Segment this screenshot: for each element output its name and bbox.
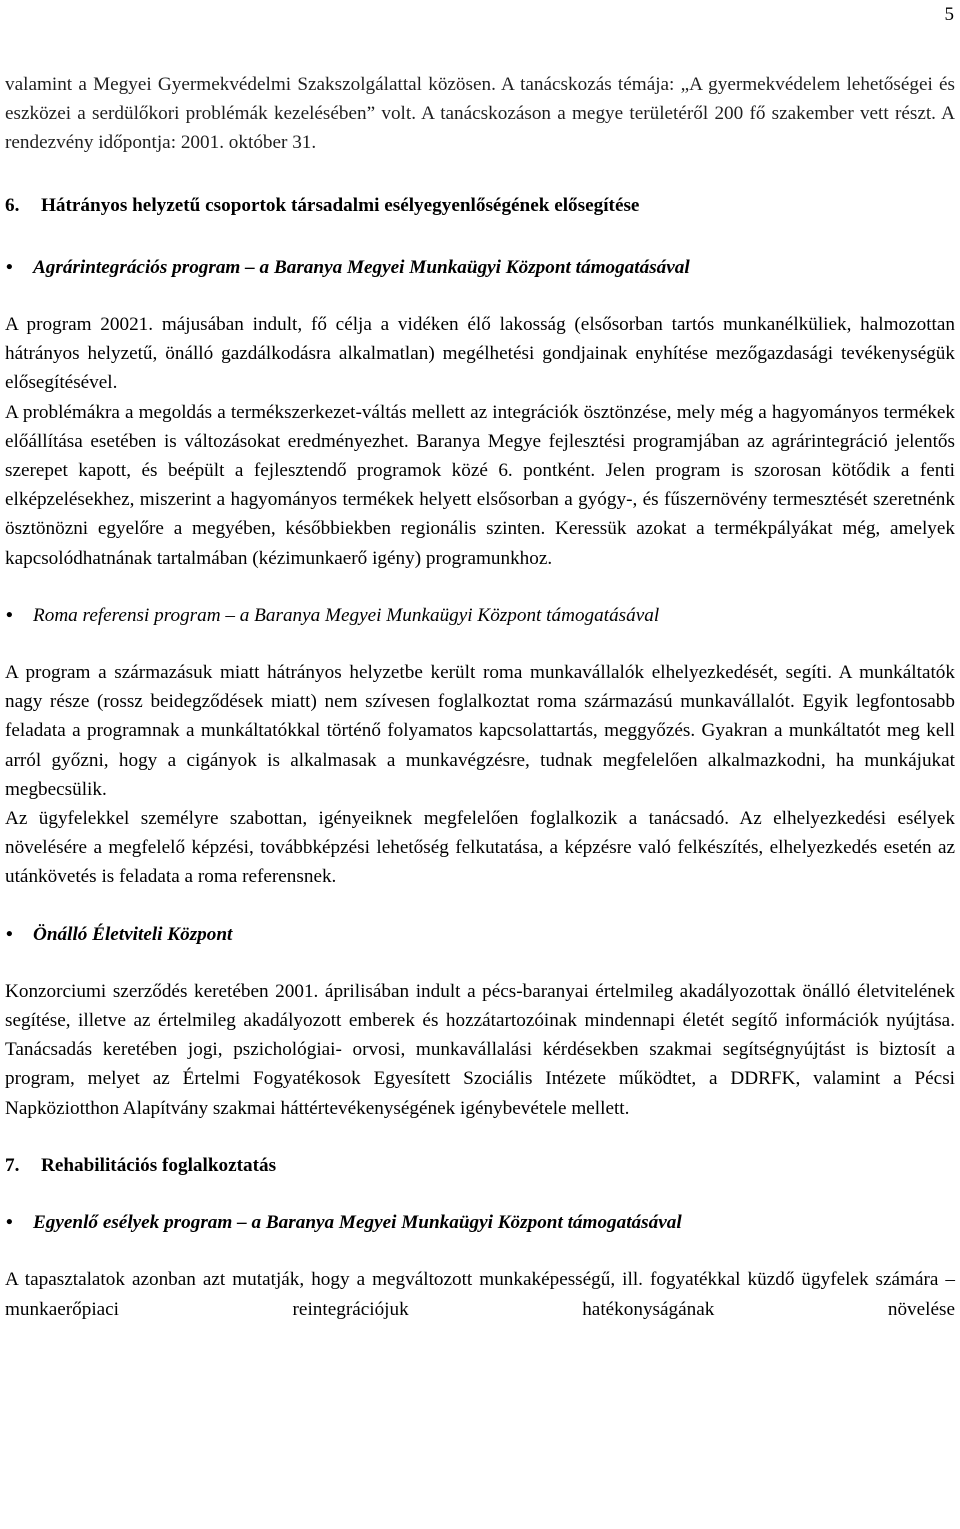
page-number: 5 <box>944 4 954 25</box>
bullet-icon: • <box>6 1212 13 1234</box>
bullet-agrarintegracio <box>5 253 955 282</box>
document-body <box>5 70 955 1324</box>
section-number: 7. <box>5 1154 20 1176</box>
section-number: 6. <box>5 194 20 216</box>
paragraph-roma-clients: Az ügyfelekkel személyre szabottan, igényeiknek megfelelően foglalkozik a tanácsadó. Az elhelyezkedési esélyek növelésére a megfelelő képzési, továbbképzési lehetőség felkutatása, a képzésre való felkészítés, elhelyezkedés esetén az utánkövetés is feladata a roma referensnek. <box>5 808 955 888</box>
bullet-icon: • <box>6 604 13 626</box>
paragraph-konzorcium: Konzorciumi szerződés keretében 2001. áprilisában indult a pécs-baranyai értelmileg akadályozottak önálló életvitelének segítése, illetve az értelmileg akadályozott emberek és hozzátartozóinak mindennapi életét segítő információk nyújtása. Tanácsadás keretében jogi, pszichológiai- orvosi, munkavállalási kérdésekben szakmai segítségnyújtást is biztosít a program, melyet az Értelmi Fogyatékosok Egyesített Szociális Intézete működtet, a DDRFK, valamint a Pécsi Napköziotthon Alapítvány szakmai háttértevékenységének igénybevétele mellett. <box>5 980 955 1119</box>
bullet-text: Önálló Életviteli Központ <box>33 923 233 945</box>
paragraph-conference: valamint a Megyei Gyermekvédelmi Szakszolgálattal közösen. A tanácskozás témája: „A gyermekvédelem lehetőségei és eszközei a serdülőkori problémák kezelésében” volt. A tanácskozáson a megye területéről 200 fő szakember vett részt. A rendezvény időpontja: 2001. október 31. <box>5 74 955 154</box>
paragraph-tapasztalatok: A tapasztalatok azonban azt mutatják, hogy a megváltozott munkaképességű, ill. fogyatékkal küzdő ügyfelek számára – munkaerőpiaci reintegrációjuk hatékonyságának növelése <box>5 1269 955 1320</box>
section-heading-6 <box>5 191 955 220</box>
section-heading-7 <box>5 1151 955 1180</box>
section-title: Rehabilitációs foglalkoztatás <box>41 1154 277 1176</box>
bullet-text: Agrárintegrációs program – a Baranya Megyei Munkaügyi Központ támogatásával <box>33 256 690 278</box>
bullet-text: Roma referensi program – a Baranya Megyei Munkaügyi Központ támogatásával <box>33 604 660 626</box>
bullet-text: Egyenlő esélyek program – a Baranya Megyei Munkaügyi Központ támogatásával <box>33 1212 682 1234</box>
section-title: Hátrányos helyzetű csoportok társadalmi esélyegyenlőségének elősegítése <box>41 194 640 216</box>
paragraph-agrar-intro: A program 20021. májusában indult, fő célja a vidéken élő lakosság (elsősorban tartós munkanélküliek, halmozottan hátrányos helyzetű, önálló gazdálkodásra alkalmatlan) megélhetési gondjainak enyhítése mezőgazdasági tevékenységük elősegítésével. <box>5 314 955 394</box>
bullet-roma-referensi <box>5 601 955 630</box>
bullet-egyenlo-eselyek <box>5 1208 955 1237</box>
bullet-icon: • <box>6 256 13 278</box>
paragraph-roma-program: A program a származásuk miatt hátrányos helyzetbe került roma munkavállalók elhelyezkedését, segíti. A munkáltatók nagy része (rossz beidegződések miatt) nem szívesen foglalkoztat roma származású munkavállalót. Egyik legfontosabb feladata a programnak a munkáltatókkal történő folyamatos kapcsolattartás, meggyőzés. Gyakran a munkáltatót meg kell arról győzni, hogy a cigányok is alkalmasak a munkavégzésre, tudnak megfelelően alkalmazkodni, ha munkájukat megbecsülik. <box>5 662 955 800</box>
bullet-icon: • <box>6 923 13 945</box>
bullet-onallo-eletviteli <box>5 920 955 949</box>
paragraph-agrar-solution: A problémákra a megoldás a termékszerkezet-váltás mellett az integrációk ösztönzése, mely még a hagyományos termékek előállítása esetében is változásokat eredményezhet. Baranya Megye fejlesztési programjában az agrárintegráció jelentős szerepet kapott, és beépült a fejlesztendő programok közé 6. pontként. Jelen program is szorosan kötődik a fenti elképzelésekhez, miszerint a hagyományos termékek helyett elsősorban a gyógy-, és fűszernövény termesztését szeretnénk ösztönözni egyelőre a megyében, későbbiekben regionális szinten. Keressük azokat a termékpályákat még, amelyek kapcsolódhatnának tartalmában (kézimunkaerő igény) programunkhoz. <box>5 401 955 569</box>
